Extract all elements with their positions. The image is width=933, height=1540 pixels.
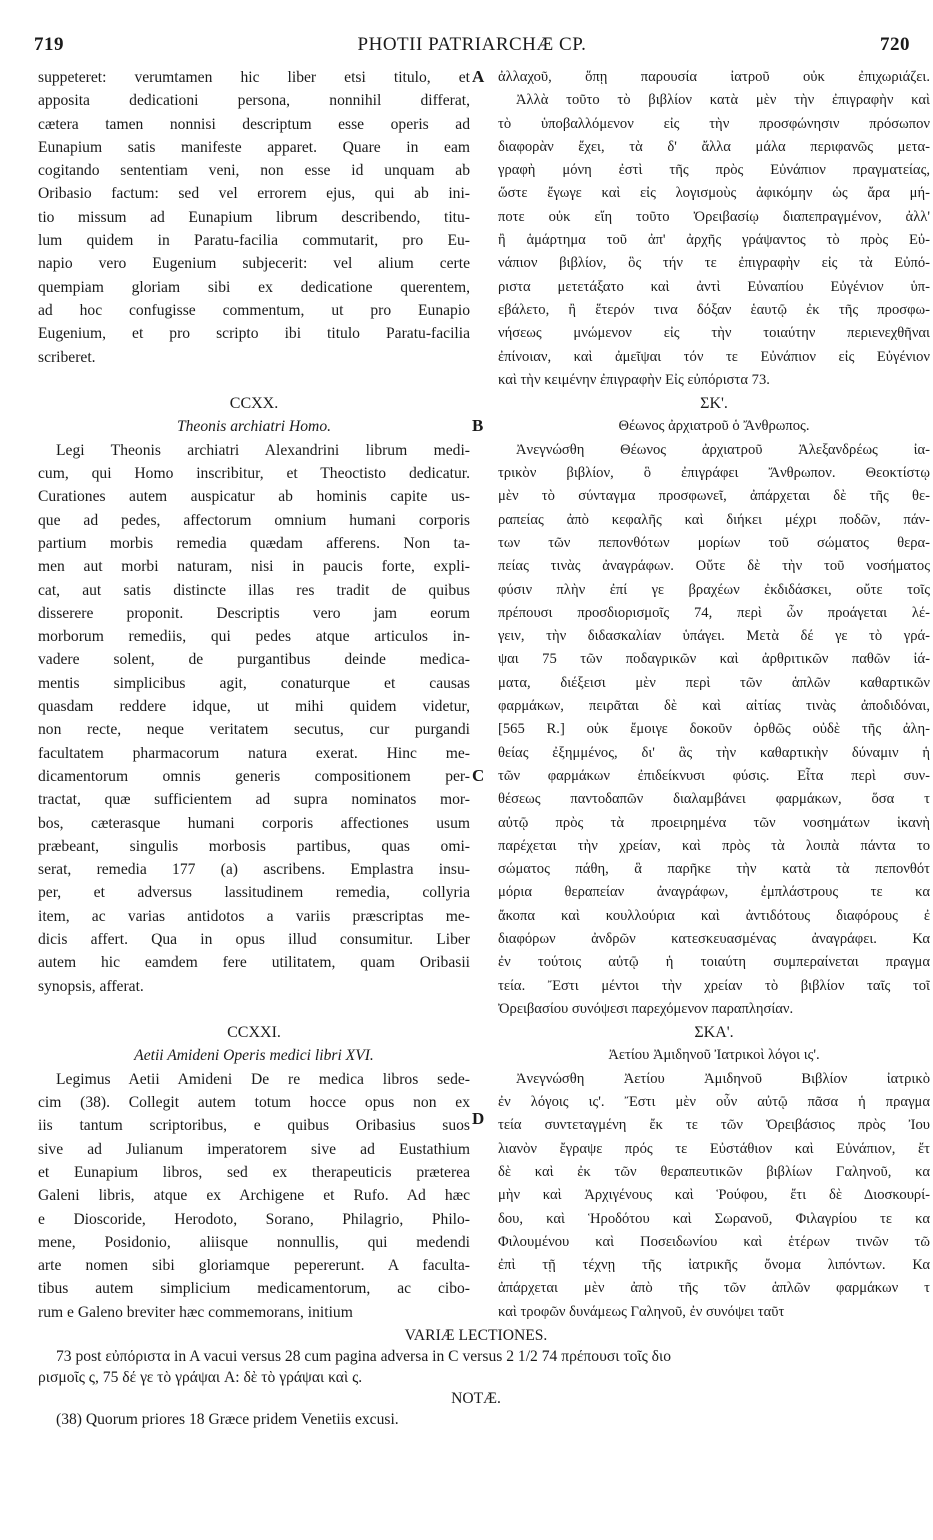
- text-line: partium morbis remedia quædam afferens. Non ta-: [38, 534, 470, 552]
- text-line: γραφὴ μόνη ἐστὶ τῆς πρὸς Εὐνάπιον πραγματείας,: [498, 162, 930, 179]
- text-line: quasdam reddere idque, ut mihi quidem videtur,: [38, 698, 470, 716]
- text-line: Legimus Aetii Amideni De re medica libros sede-: [56, 1070, 470, 1088]
- text-line: διαφορὰν ἔχει, τὰ δ' ἄλλα μάλα περιφανῶς μετα-: [498, 138, 930, 155]
- text-line: scriberet.: [38, 348, 96, 366]
- text-line: bos, cæterasque humani corporis affectiones usum: [38, 814, 470, 832]
- text-line: Galeni libris, atque ex Archigene et Rufo. Ad hæc: [38, 1187, 470, 1205]
- section-title: Theonis archiatri Homo.: [176, 418, 332, 436]
- text-line: ἢ ἁμάρτημα τοῦ ἀπ' ἀρχῆς γράψαντος τὸ πρὸς Εὐ-: [498, 232, 930, 249]
- text-line: νάπιον βιβλίον, ὃς τήν τε ἐπιγραφὴν εἰς τὰ Εὐπό-: [498, 255, 930, 272]
- text-line: Curationes autem auspicatur ab hominis capite us-: [38, 488, 470, 506]
- text-line: ριστα μετετάξατο καὶ ἀντὶ Εὐναπίου Εὐγένιον ὑπ-: [498, 278, 930, 295]
- text-line: ψαι 75 τῶν ποδαγρικῶν καὶ ἀρθριτικῶν παθῶν ἰά-: [498, 651, 930, 668]
- text-line: ραπείας ἀπὸ κεφαλῆς καὶ διήκει μέχρι ποδῶν, πάν-: [498, 511, 930, 528]
- text-line: men aut morbi naturam, nisi in paucis forte, expli-: [38, 558, 470, 576]
- text-line: non recte, neque veritatem secutus, cur purgandi: [38, 721, 470, 739]
- text-line: τρικὸν βιβλίον, ὃ ἐπιγράφει Ἄνθρωπον. Θεοκτίστῳ: [498, 465, 930, 482]
- text-line: Legi Theonis archiatri Alexandrini librum medi-: [56, 441, 470, 459]
- notae-title: NOTÆ.: [451, 1390, 501, 1407]
- text-line: item, ac varias antidotos a variis præscriptas me-: [38, 907, 470, 925]
- text-line: ἐπὶ τῇ τέχνῃ τῆς ἰατρικῆς ὄνομα λιπόντων. Κα: [498, 1257, 930, 1274]
- text-line: λιανὸν ἔγραψε πρός τε Εὐστάθιον καὶ Εὐνάπιον, ἔτ: [498, 1140, 930, 1157]
- margin-letter-c: C: [472, 766, 485, 785]
- text-line: θέσεως παντοδαπῶν διαλαμβάνει φαρμάκων, ὅσα τ: [498, 791, 930, 808]
- text-line: ὥστε ἔγωγε καὶ εἰς λογισμοὺς ἀφικόμην ὡς ἄρα μή-: [498, 185, 930, 202]
- text-line: dicamentorum omnis generis compositionem per-: [38, 767, 470, 785]
- section-number: CCXX.: [229, 395, 279, 413]
- text-line: ἐν τούτοις αὐτῷ ἡ τοιαύτη συμπεραίνεται πραγμα: [498, 954, 930, 971]
- text-line: iis tantum scriptoribus, e quibus Oribasius suos: [38, 1117, 470, 1135]
- section-title: Θέωνος ἀρχιατροῦ ὁ Ἄνθρωπος.: [618, 418, 810, 435]
- text-line: τῶν φαρμάκων ἐπιδείκνυσι φύσις. Εἶτα περὶ συν-: [498, 767, 930, 784]
- margin-letter-d: D: [472, 1109, 485, 1128]
- running-header: [34, 30, 910, 66]
- text-line: ποτε οὐκ εἴη τοῦτο Ὀρειβασίῳ διαπεπραγμένον, ἀλλ': [498, 208, 930, 225]
- text-line: ἐν λόγοις ις'. Ἔστι μὲν οὖν αὐτῷ πᾶσα ἡ πραγμα: [498, 1094, 930, 1111]
- text-line: καὶ τὴν κειμένην ἐπιγραφὴν Εἰς εὐπόριστα 73.: [498, 371, 770, 388]
- text-line: Oribasio factum: sed vel errorem ejus, qui ab ini-: [38, 185, 470, 203]
- text-line: πρέπουσι προσδιορισμοῖς 74, περὶ ὧν προάγεται λέ-: [498, 604, 930, 621]
- text-line: πείας τινὰς ἀναγράφων. Οὔτε δὲ τὴν τοῦ νοσήματος: [498, 558, 930, 575]
- text-line: facultatem pharmacorum natura exerat. Hinc me-: [38, 744, 470, 762]
- section-number: ΣΚ'.: [700, 395, 728, 413]
- text-line: cætera tamen nonnisi descriptum esse operis ad: [38, 115, 470, 133]
- text-line: suppeteret: verumtamen hic liber etsi titulo, et: [38, 69, 470, 86]
- text-line: Eugenium, et pro scripto ibi titulo Paratu-facilia: [38, 325, 470, 343]
- text-line: καὶ τροφῶν δυνάμεως Γαληνοῦ, ἐν συνόψει ταῦτ: [498, 1303, 785, 1320]
- text-line: γειν, τὴν διδασκαλίαν ὑπάγει. Μετὰ δέ γε τὸ γρά-: [498, 628, 930, 645]
- text-line: lum quidem in Paratu-facilia commutarit, pro Eu-: [38, 232, 470, 250]
- text-line: sive ad Julianum imperatorem sive ad Eustathium: [38, 1140, 470, 1158]
- text-line: μὲν τὸ σύνταγμα προσφωνεῖ, ἀπάρχεται δὲ τῆς θε-: [498, 488, 930, 505]
- text-line: Ὀρειβασίου συνόψεσι παρεχόμενον παραπλησίαν.: [498, 1000, 794, 1017]
- text-line: Ἀνεγνώσθη Ἀετίου Ἀμιδηνοῦ Βιβλίον ἰατρικὸ: [516, 1070, 930, 1087]
- text-line: τὸ ὑποβαλλόμενον εἰς τὴν προσφώνησιν πρόσωπον: [498, 115, 930, 132]
- variae-line: 73 post εὐπόριστα in A vacui versus 28 cum pagina adversa in C versus 2 1/2 74 πρέπουσι τοῖς διο: [56, 1348, 671, 1365]
- text-line: ἐπίνοιαν, καὶ ἀμεῖψαι τόν τε Εὐνάπιον εἰς Εὐγένιον: [498, 348, 930, 365]
- text-line: τεία συντεταγμένη ἔκ τε τῶν Ὀρειβάσιος πρὸς Ἰου: [498, 1117, 930, 1134]
- text-line: Ἀλλὰ τοῦτο τὸ βιβλίον κατὰ μὲν τὴν ἐπιγραφὴν καὶ: [516, 92, 930, 109]
- text-line: napio vero Eugenium subjecerit: vel alium certe: [38, 255, 470, 273]
- text-line: θείας ἐξημμένος, δι' ἃς τὴν καθαρτικὴν δύναμιν ἡ: [498, 744, 930, 761]
- text-line: [565 R.] οὐκ ἔμοιγε δοκοῦν ὀρθῶς οὐδὲ τῆς ἀλη-: [498, 721, 930, 738]
- text-line: cogitando sententiam veni, non esse id unquam ab: [38, 162, 470, 180]
- margin-letter-b: B: [472, 416, 484, 435]
- text-line: e Dioscoride, Herodoto, Sorano, Philagrio, Philo-: [38, 1210, 470, 1228]
- text-line: arte nomen sibi gloriamque pepererunt. A faculta-: [38, 1257, 470, 1275]
- text-line: ἄκοπα καὶ κουλλούρια καὶ ἀντιδότους διαφόρους ἐ: [498, 907, 930, 924]
- notae-line: (38) Quorum priores 18 Græce pridem Venetiis excusi.: [56, 1411, 399, 1428]
- text-line: ἀλλαχοῦ, ὅπῃ παρουσία ἰατροῦ οὐκ ἐπιχωριάζει.: [498, 69, 930, 85]
- text-line: δου, καὶ Ἡροδότου καὶ Σωρανοῦ, Φιλαγρίου τε κα: [498, 1210, 930, 1227]
- text-line: φύσιν πλὴν ἐπί γε βραχέων ἐκδιδάσκει, οὔτε τοῖς: [498, 581, 930, 598]
- text-line: mentis simplicibus agit, conaturque et causas: [38, 674, 470, 692]
- text-line: αὐτῷ πρὸς τὰ προειρημένα τῶν νοσημάτων ἱκανὴ: [498, 814, 930, 831]
- text-line: tibus autem simplicium medicamentorum, ac cibo-: [38, 1280, 470, 1298]
- text-line: σώματος πάθη, ἃ παρῆκε τὴν κατὰ τὰ πεπονθότ: [498, 861, 930, 878]
- text-line: ἀπάρχεται μὲν ἀπὸ τῆς τῶν ἁπλῶν φαρμάκων τ: [498, 1280, 930, 1297]
- margin-letter-a: A: [472, 67, 485, 86]
- left-page-number: 719: [34, 34, 64, 55]
- text-line: Ἀνεγνώσθη Θέωνος ἀρχιατροῦ Ἀλεξανδρέως ἰα-: [516, 441, 930, 458]
- text-line: [38, 998, 470, 1021]
- section-number: ΣΚΑ'.: [694, 1024, 734, 1042]
- text-line: παρέχεται τὴν χρείαν, καὶ πρὸς τὰ λοιπὰ πάντα το: [498, 837, 930, 854]
- greek-column: [498, 66, 930, 1324]
- text-line: των τῶν πεπονθότων μορίων τοῦ σώματος θερα-: [498, 534, 930, 551]
- text-line: μὴν καὶ Ἀρχιγένους καὶ Ῥούφου, ἔτι δὲ Διοσκουρί-: [498, 1187, 930, 1204]
- running-title: PHOTII PATRIARCHÆ CP.: [357, 34, 587, 55]
- text-line: quempiam gloriam sibi ex dedicatione querentem,: [38, 278, 470, 296]
- text-line: disserere proponit. Descriptis vero jam eorum: [38, 604, 470, 622]
- text-line: apposita dedicationi persona, nonnihil differat,: [38, 92, 470, 110]
- text-line: τεία. Ἔστι μέντοι τὴν χρείαν τὸ βιβλίον ταῖς τοῖ: [498, 977, 930, 994]
- section-number: CCXXI.: [227, 1024, 281, 1042]
- text-line: cat, aut satis distincte illas res tradit de quibus: [38, 581, 470, 599]
- text-line: tractat, quæ sufficientem ad supra nominatos mor-: [38, 791, 470, 809]
- text-line: præbeant, singulis morbosis partibus, quas omi-: [38, 837, 470, 855]
- text-line: ad hoc confugisse commentum, ut pro Eunapio: [38, 301, 470, 319]
- variae-lectiones-title: VARIÆ LECTIONES.: [404, 1327, 548, 1344]
- section-title: Aetii Amideni Operis medici libri XVI.: [134, 1047, 374, 1065]
- text-line: δὲ καὶ ἐκ τῶν θεραπευτικῶν βιβλίων Γαληνοῦ, κα: [498, 1163, 930, 1180]
- text-line: διαφόρων ἀνδρῶν κατεσκευασμένας ἀναγράφει. Κα: [498, 930, 930, 947]
- right-page-number: 720: [880, 34, 910, 55]
- text-line: que ad pedes, affectorum omnium humani corporis: [38, 511, 470, 529]
- text-line: Eunapium satis manifeste apparet. Quare in eam: [38, 138, 470, 156]
- text-line: dicis affert. Qua in opus illud consumitur. Liber: [38, 930, 470, 948]
- text-line: per, et adversus lassitudinem remedia, collyria: [38, 884, 470, 902]
- text-line: cum, qui Homo inscribitur, et Theoctisto dedicatur.: [38, 465, 470, 483]
- text-line: tio missum ad Eunapium librum describendo, titu-: [38, 208, 470, 226]
- section-title: Ἀετίου Ἀμιδηνοῦ Ἰατρικοὶ λόγοι ις'.: [608, 1047, 820, 1064]
- text-line: φαρμάκων, πειρᾶται δὲ καὶ αἰτίας τινὰς ἀποδιδόναι,: [498, 698, 930, 715]
- text-line: autem hic eamdem fere utilitatem, quam Oribasii: [38, 954, 470, 972]
- text-line: et Eunapium libros, sed ex therapeuticis præterea: [38, 1163, 470, 1181]
- latin-column: [38, 66, 470, 1324]
- text-line: morborum remediis, qui pedes atque articulos in-: [38, 628, 470, 646]
- text-line: ματα, διέξεισι μὲν περὶ τῶν ἁπλῶν καθαρτικῶν: [498, 674, 930, 691]
- text-line: εβάλετο, ἢ ἕτερόν τινα δόξαν ἑαυτῷ ἐκ τῆς προσφω-: [498, 301, 930, 318]
- footer: [38, 1325, 914, 1430]
- text-line: μόρια θεραπείαν ἀναγράφων, ἐμπλάστρους τε κα: [498, 884, 930, 901]
- text-line: serat, remedia 177 (a) ascribens. Emplastra insu-: [38, 861, 470, 879]
- text-line: rum e Galeno breviter hæc commemorans, initium: [38, 1303, 353, 1321]
- text-line: mene, Posidonio, aliisque nonnullis, qui medendi: [38, 1233, 470, 1251]
- text-line: Φιλουμένου καὶ Ποσειδωνίου καὶ ἑτέρων τινῶν τῶ: [498, 1233, 930, 1250]
- text-line: vadere solent, de purgantibus deinde medica-: [38, 651, 470, 669]
- text-line: [38, 369, 470, 392]
- text-line: νήσεως μνώμενον εἰς τὴν τοιαύτην περιενεχθῆναι: [498, 325, 930, 342]
- variae-line: ρισμοῖς ς, 75 δέ γε τὸ γράψαι A: δὲ τὸ γράψαι καὶ ς.: [38, 1369, 363, 1386]
- text-line: cim (38). Collegit autem totum hocce opus non ex: [38, 1094, 470, 1112]
- text-line: synopsis, afferat.: [38, 977, 144, 995]
